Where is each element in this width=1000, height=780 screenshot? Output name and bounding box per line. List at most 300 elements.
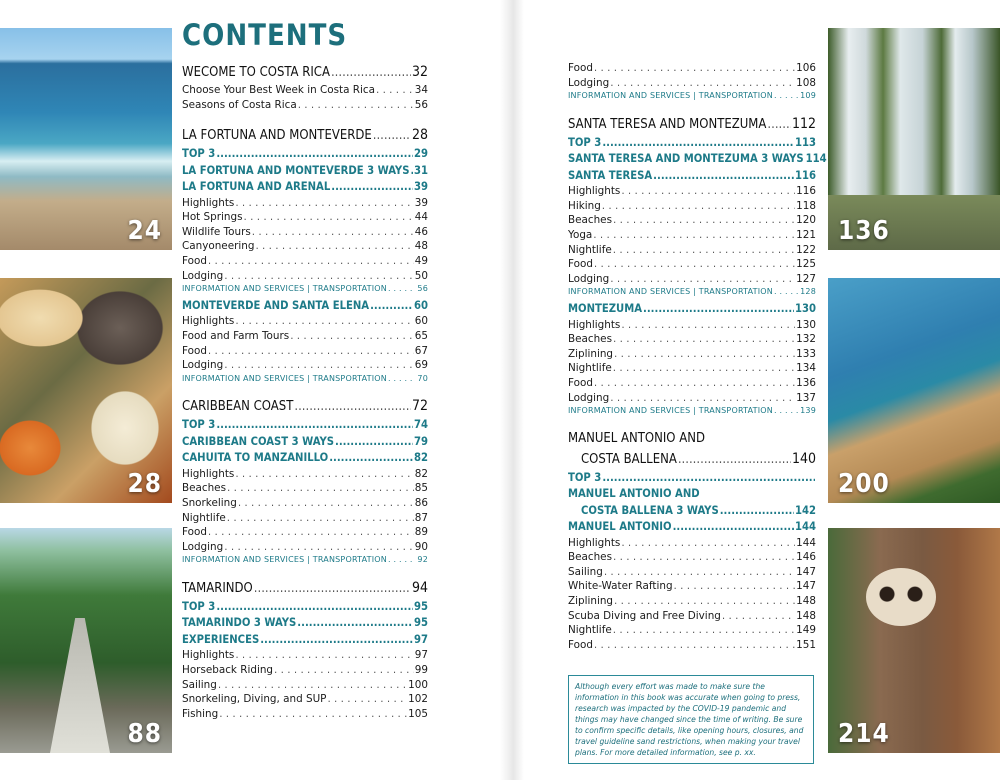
photo-page-number: 200 [838, 469, 890, 499]
toc-entry[interactable] [568, 537, 816, 552]
toc-page-number: 50 [414, 269, 428, 282]
toc-label: Highlights [182, 649, 235, 662]
toc-page-number: 82 [413, 451, 428, 465]
toc-label: LA FORTUNA AND MONTEVERDE 3 WAYS [182, 163, 410, 177]
toc-page-number: 97 [413, 632, 428, 646]
toc-entry[interactable] [568, 610, 816, 625]
toc-page-number: 60 [414, 315, 428, 328]
toc-label: TOP 3 [182, 418, 216, 432]
dot-leader [593, 229, 795, 241]
toc-label: Highlights [568, 318, 621, 331]
toc-entry[interactable] [182, 226, 428, 241]
toc-label: MANUEL ANTONIO AND [568, 430, 705, 446]
toc-entry[interactable] [568, 624, 816, 639]
spacer [182, 388, 428, 398]
dot-leader [224, 270, 414, 282]
toc-entry[interactable] [182, 497, 428, 512]
toc-column-left [182, 64, 428, 722]
toc-page-number: 32 [411, 64, 428, 80]
toc-entry[interactable] [182, 512, 428, 527]
toc-page-number: 122 [796, 243, 816, 256]
dot-leader [678, 452, 791, 467]
toc-entry[interactable] [182, 482, 428, 497]
photo-page-number: 136 [838, 216, 890, 246]
toc-section[interactable] [568, 520, 816, 537]
dot-leader [594, 377, 795, 389]
toc-entry[interactable] [182, 708, 428, 723]
toc-section[interactable] [568, 136, 816, 153]
dot-leader [774, 287, 799, 296]
toc-label: Canyoneering [182, 240, 255, 253]
toc-page-number: 148 [796, 595, 816, 608]
toc-entry[interactable] [182, 197, 428, 212]
toc-page-number: 56 [417, 284, 428, 294]
toc-label: MONTEZUMA [568, 302, 643, 316]
toc-label: INFORMATION AND SERVICES | TRANSPORTATION [568, 287, 773, 297]
toc-column-right [568, 62, 827, 653]
dot-leader [610, 77, 795, 89]
photo-page-number: 24 [127, 216, 162, 246]
dot-leader [621, 319, 795, 331]
dot-leader [410, 164, 413, 177]
toc-page-number: 39 [414, 196, 428, 209]
dot-leader [254, 581, 411, 596]
toc-page-number: 34 [414, 84, 428, 96]
dot-leader [653, 169, 794, 182]
toc-entry[interactable] [568, 77, 816, 92]
toc-entry[interactable] [182, 270, 428, 285]
toc-page-number: 31 [413, 163, 428, 177]
toc-section[interactable] [568, 302, 816, 319]
toc-label: TOP 3 [568, 135, 602, 149]
dot-leader [260, 633, 413, 646]
toc-page-number: 116 [794, 168, 816, 182]
toc-page-number: 149 [796, 624, 816, 637]
toc-label: MONTEVERDE AND SANTA ELENA [182, 298, 370, 312]
toc-entry[interactable] [568, 319, 816, 334]
dot-leader [613, 244, 795, 256]
dot-leader [216, 418, 413, 431]
dot-leader [208, 255, 414, 267]
toc-label: Scuba Diving and Free Diving [568, 609, 721, 622]
toc-entry[interactable] [182, 649, 428, 664]
dot-leader [216, 600, 413, 613]
toc-entry[interactable] [568, 595, 816, 610]
dot-leader [274, 664, 414, 676]
photo-hanging-bridge [0, 528, 172, 753]
toc-info-row[interactable] [568, 406, 816, 421]
toc-label: Highlights [182, 315, 235, 328]
toc-label: Nightlife [568, 243, 612, 256]
toc-entry[interactable] [568, 566, 816, 581]
toc-label: Highlights [568, 536, 621, 549]
toc-label: TOP 3 [182, 599, 216, 613]
toc-entry[interactable] [568, 214, 816, 229]
toc-label: Fishing [182, 707, 219, 720]
photo-coastline [828, 278, 1000, 503]
dot-leader [613, 624, 795, 636]
toc-chapter[interactable] [182, 127, 428, 147]
toc-entry[interactable] [182, 211, 428, 226]
toc-label: Beaches [568, 333, 612, 346]
toc-page-number: 133 [796, 347, 816, 360]
toc-label: LA FORTUNA AND ARENAL [182, 180, 331, 194]
toc-label: SANTA TERESA AND MONTEZUMA 3 WAYS [568, 152, 804, 166]
toc-page-number: 114 [805, 152, 827, 166]
toc-section[interactable] [182, 180, 428, 197]
toc-page-number: 95 [413, 616, 428, 630]
dot-leader [297, 616, 413, 629]
toc-label: Food [568, 376, 593, 389]
toc-page-number: 118 [796, 199, 816, 212]
toc-label: Hot Springs [182, 211, 243, 224]
toc-label: LA FORTUNA AND MONTEVERDE [182, 128, 372, 144]
toc-page-number: 113 [794, 135, 816, 149]
dot-leader [613, 333, 795, 345]
dot-leader [331, 180, 413, 193]
toc-page-number: 89 [414, 526, 428, 539]
toc-page-number: 74 [413, 418, 428, 432]
photo-page-number: 88 [127, 719, 162, 749]
toc-entry[interactable] [182, 693, 428, 708]
toc-label: Beaches [568, 214, 612, 227]
toc-entry[interactable] [182, 664, 428, 679]
toc-page-number: 100 [408, 678, 428, 691]
toc-label: Choose Your Best Week in Costa Rica [182, 84, 375, 96]
toc-label: Food [182, 255, 207, 268]
dot-leader [329, 451, 413, 464]
dot-leader [224, 359, 414, 371]
toc-label: COSTA BALLENA [581, 451, 677, 467]
toc-label: Food [182, 526, 207, 539]
toc-section[interactable] [182, 451, 428, 468]
toc-page-number: 140 [791, 450, 816, 467]
dot-leader [613, 551, 795, 563]
toc-label: Lodging [182, 540, 224, 553]
toc-chapter[interactable] [182, 580, 428, 600]
toc-entry[interactable] [568, 62, 816, 77]
toc-label: COSTA BALLENA 3 WAYS [581, 503, 719, 517]
toc-page-number: 95 [413, 599, 428, 613]
toc-section[interactable] [568, 504, 816, 521]
toc-page-number: 116 [796, 185, 816, 198]
toc-page-number: 147 [796, 565, 816, 578]
toc-label: Lodging [568, 76, 610, 89]
toc-entry[interactable] [568, 377, 816, 392]
toc-entry[interactable] [568, 244, 816, 259]
toc-entry[interactable] [182, 84, 428, 99]
dot-leader [370, 299, 413, 312]
toc-section[interactable] [182, 633, 428, 650]
toc-page-number: 147 [796, 580, 816, 593]
toc-page-number: 65 [414, 329, 428, 342]
toc-label: Food [182, 344, 207, 357]
toc-entry[interactable] [568, 392, 816, 407]
toc-page-number: 125 [796, 258, 816, 271]
dot-leader [594, 62, 795, 74]
toc-chapter[interactable] [568, 451, 816, 471]
toc-info-row[interactable] [182, 374, 428, 389]
toc-info-row[interactable] [182, 555, 428, 570]
dot-leader [610, 392, 795, 404]
toc-section[interactable] [182, 418, 428, 435]
toc-label: Sailing [568, 565, 603, 578]
toc-label: Highlights [568, 185, 621, 198]
dot-leader [208, 345, 414, 357]
dot-leader [235, 468, 413, 480]
toc-label: TAMARINDO 3 WAYS [182, 616, 297, 630]
toc-page-number: 142 [794, 503, 816, 517]
toc-entry[interactable] [568, 639, 816, 654]
dot-leader [722, 610, 795, 622]
spacer [182, 113, 428, 127]
dot-leader [614, 348, 795, 360]
toc-page-number: 46 [414, 225, 428, 238]
dot-leader [219, 708, 407, 720]
dot-leader [235, 649, 413, 661]
toc-page-number: 28 [411, 127, 428, 144]
toc-entry[interactable] [568, 362, 816, 377]
toc-page-number: 94 [411, 579, 428, 596]
toc-section[interactable] [568, 152, 827, 169]
dot-leader [613, 362, 795, 374]
dot-leader [604, 566, 795, 578]
toc-label: Food [568, 62, 593, 74]
toc-entry[interactable] [568, 348, 816, 363]
dot-leader [331, 65, 411, 80]
dot-leader [227, 512, 414, 524]
toc-page-number: 130 [796, 318, 816, 331]
toc-label: CAHUITA TO MANZANILLO [182, 451, 329, 465]
toc-label: Ziplining [568, 595, 614, 608]
toc-info-row[interactable] [568, 91, 816, 106]
toc-page-number: 92 [417, 555, 428, 565]
toc-entry[interactable] [568, 258, 816, 273]
dot-leader [227, 482, 414, 494]
toc-label: Food and Farm Tours [182, 329, 290, 342]
toc-label: Nightlife [568, 362, 612, 375]
toc-label: Food [568, 258, 593, 271]
dot-leader [767, 117, 791, 132]
toc-entry[interactable] [182, 345, 428, 360]
bridge-shape [50, 618, 110, 753]
dot-leader [594, 639, 795, 651]
dot-leader [335, 435, 413, 448]
toc-label: INFORMATION AND SERVICES | TRANSPORTATION [182, 555, 387, 565]
spacer [568, 421, 816, 431]
toc-entry[interactable] [568, 229, 816, 244]
toc-entry[interactable] [568, 273, 816, 288]
toc-page-number: 108 [796, 76, 816, 89]
toc-page-number: 72 [411, 398, 428, 415]
toc-page-number: 137 [796, 391, 816, 404]
toc-page-number: 82 [414, 467, 428, 480]
toc-page-number: 56 [414, 98, 428, 111]
dot-leader [252, 226, 414, 238]
toc-page-number: 69 [414, 359, 428, 372]
toc-label: Food [568, 638, 593, 651]
dot-leader [235, 315, 413, 327]
dot-leader [774, 406, 799, 415]
toc-entry[interactable] [182, 526, 428, 541]
dot-leader [602, 136, 794, 149]
dot-leader [218, 679, 407, 691]
dot-leader [674, 580, 796, 592]
toc-entry[interactable] [568, 185, 816, 200]
toc-entry[interactable] [182, 330, 428, 345]
toc-label: Nightlife [568, 624, 612, 637]
toc-page-number: 120 [796, 214, 816, 227]
toc-page-number: 97 [414, 649, 428, 662]
dot-leader [255, 240, 413, 252]
toc-chapter[interactable] [182, 64, 428, 84]
toc-label: White-Water Rafting [568, 580, 673, 593]
toc-label: TOP 3 [182, 147, 216, 161]
toc-section[interactable] [182, 435, 428, 452]
toc-label: SANTA TERESA AND MONTEZUMA [568, 116, 767, 132]
toc-page-number: 106 [796, 62, 816, 74]
dot-leader [610, 273, 795, 285]
toc-label: WECOME TO COSTA RICA [182, 65, 330, 80]
dot-leader [244, 211, 414, 223]
toc-page-number: 139 [800, 406, 816, 416]
dot-leader [388, 555, 416, 564]
toc-entry[interactable] [182, 541, 428, 556]
toc-entry[interactable] [182, 99, 428, 114]
dot-leader [388, 284, 416, 293]
toc-page-number: 121 [796, 229, 816, 242]
toc-section[interactable] [568, 487, 816, 504]
toc-label: Nightlife [182, 511, 226, 524]
toc-chapter[interactable] [182, 398, 428, 418]
toc-label: INFORMATION AND SERVICES | TRANSPORTATION [182, 373, 387, 383]
toc-label: MANUEL ANTONIO [568, 520, 672, 534]
toc-entry[interactable] [182, 255, 428, 270]
spacer [182, 570, 428, 580]
photo-sloth [828, 528, 1000, 753]
toc-page-number: 148 [796, 609, 816, 622]
toc-page-number: 109 [800, 91, 816, 101]
dot-leader [298, 99, 414, 111]
toc-page-number: 49 [414, 255, 428, 268]
toc-label: Snorkeling, Diving, and SUP [182, 693, 327, 706]
toc-entry[interactable] [568, 551, 816, 566]
dot-leader [235, 197, 413, 209]
dot-leader [613, 214, 795, 226]
dot-leader [602, 200, 795, 212]
toc-chapter[interactable] [568, 431, 816, 451]
toc-label: TAMARINDO [182, 580, 253, 596]
toc-page-number: 136 [796, 376, 816, 389]
toc-page-number: 102 [408, 693, 428, 706]
toc-page-number: 130 [794, 302, 816, 316]
toc-label: Wildlife Tours [182, 225, 251, 238]
toc-page-number: 79 [413, 434, 428, 448]
toc-label: Hiking [568, 199, 601, 212]
toc-entry[interactable] [568, 200, 816, 215]
toc-entry[interactable] [182, 359, 428, 374]
toc-label: Highlights [182, 196, 235, 209]
toc-page-number: 134 [796, 362, 816, 375]
toc-page-number: 44 [414, 211, 428, 224]
toc-label: Lodging [568, 272, 610, 285]
toc-page-number: 132 [796, 333, 816, 346]
toc-section[interactable] [182, 600, 428, 617]
toc-label: EXPERIENCES [182, 632, 260, 646]
toc-page-number: 60 [413, 298, 428, 312]
toc-entry[interactable] [182, 468, 428, 483]
toc-page-number: 99 [414, 664, 428, 677]
toc-section[interactable] [182, 164, 428, 181]
dot-leader [327, 693, 407, 705]
toc-entry[interactable] [182, 315, 428, 330]
toc-section[interactable] [568, 169, 816, 186]
toc-label: Ziplining [568, 347, 614, 360]
toc-entry[interactable] [182, 679, 428, 694]
toc-label: Yoga [568, 229, 593, 242]
toc-info-row[interactable] [568, 287, 816, 302]
dot-leader [594, 258, 795, 270]
photo-waterfall [828, 28, 1000, 250]
dot-leader [621, 185, 795, 197]
toc-page-number: 146 [796, 551, 816, 564]
toc-page-number: 39 [413, 180, 428, 194]
toc-section[interactable] [182, 616, 428, 633]
spacer [568, 106, 816, 116]
toc-page-number: 29 [413, 147, 428, 161]
dot-leader [602, 471, 815, 484]
toc-section[interactable] [568, 471, 816, 488]
page-title: CONTENTS [182, 18, 348, 52]
toc-page-number: 128 [800, 287, 816, 297]
photo-surf-beach [0, 28, 172, 250]
toc-page-number: 86 [414, 497, 428, 509]
toc-page-number: 67 [414, 344, 428, 357]
toc-page-number: 48 [414, 240, 428, 253]
toc-label: Lodging [182, 359, 224, 372]
toc-info-row[interactable] [182, 284, 428, 299]
book-gutter [500, 0, 524, 780]
toc-label: CARIBBEAN COAST [182, 399, 294, 415]
dot-leader [621, 537, 795, 549]
toc-label: Seasons of Costa Rica [182, 98, 297, 111]
toc-label: Snorkeling [182, 497, 237, 509]
toc-label: Horseback Riding [182, 664, 274, 677]
photo-page-number: 28 [127, 469, 162, 499]
toc-label: SANTA TERESA [568, 168, 653, 182]
toc-entry[interactable] [182, 240, 428, 255]
toc-label: INFORMATION AND SERVICES | TRANSPORTATION [568, 406, 773, 416]
toc-section[interactable] [182, 299, 428, 316]
toc-label: Lodging [568, 391, 610, 404]
dot-leader [388, 374, 416, 383]
toc-entry[interactable] [568, 333, 816, 348]
toc-label: Beaches [568, 551, 612, 564]
toc-chapter[interactable] [568, 116, 816, 136]
toc-entry[interactable] [568, 580, 816, 595]
toc-section[interactable] [182, 147, 428, 164]
toc-label: TOP 3 [568, 470, 602, 484]
dot-leader [208, 526, 414, 538]
dot-leader [290, 330, 414, 342]
toc-page-number: 105 [408, 707, 428, 720]
dot-leader [224, 541, 414, 553]
toc-page-number: 144 [796, 536, 816, 549]
dot-leader [614, 595, 795, 607]
toc-label: Highlights [182, 467, 235, 480]
toc-page-number: 90 [414, 540, 428, 553]
dot-leader [774, 91, 799, 100]
